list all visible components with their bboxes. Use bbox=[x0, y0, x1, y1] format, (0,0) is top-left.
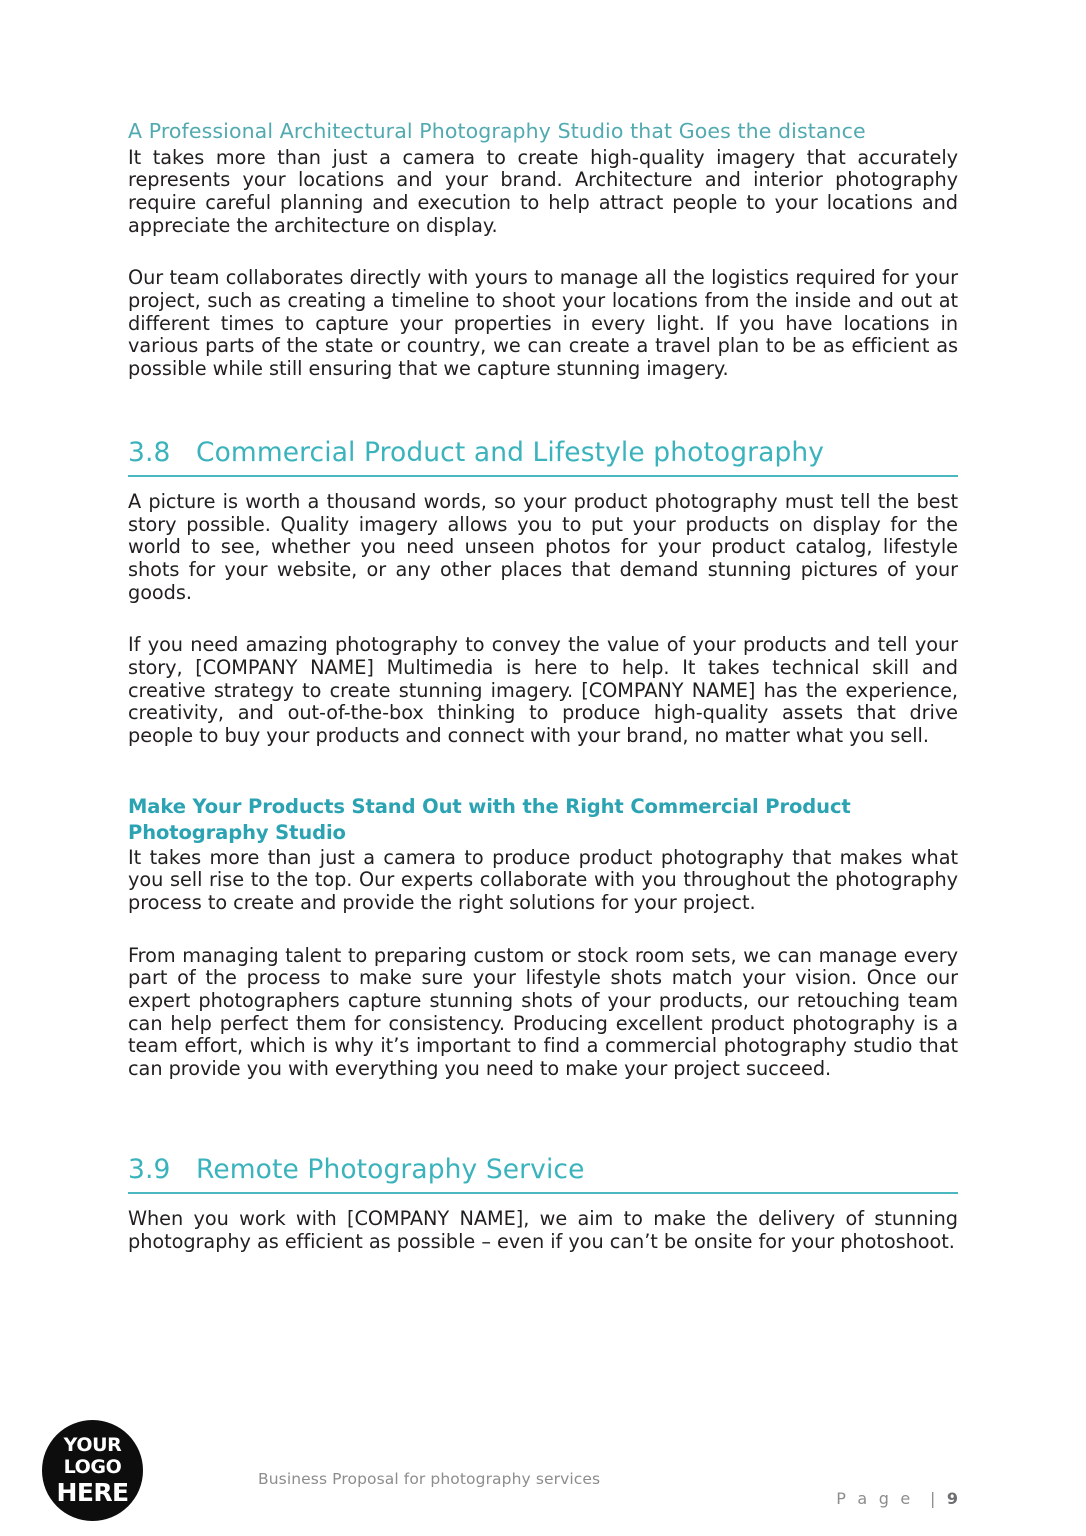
subheading-make-products-stand-out: Make Your Products Stand Out with the Right Commercial Product Photography Studio bbox=[128, 794, 851, 844]
paragraph-architectural-2: Our team collaborates directly with yours to manage all the logistics required for your project, such as creating a timeline to shoot your locations from the inside and out at different times to capture your properties in every light. If you have locations in various parts of the state or country, we can create a travel plan to be as efficient as possible while still ensuring that we capture stunning imagery. bbox=[128, 266, 958, 381]
page-footer bbox=[0, 1470, 1086, 1536]
paragraph-commercial-4: From managing talent to preparing custom or stock room sets, we can manage every part of the process to make sure your lifestyle shots match your vision. Once our expert photographers capture stunning shots of your products, our retouching team can help perfect them for consistency. Producing excellent product photography is a team effort, which is why it’s important to find a commercial photography studio that can provide you with everything you need to make your project succeed. bbox=[128, 943, 958, 1080]
paragraph-commercial-3: It takes more than just a camera to produce product photography that makes what you sell rise to the top. Our experts collaborate with you throughout the photography process to create and provide the right solutions for your project. bbox=[128, 845, 958, 914]
footer-page-label: P a g e | bbox=[836, 1489, 947, 1508]
logo-line-3: HERE bbox=[56, 1478, 129, 1507]
paragraph-spacer bbox=[128, 237, 958, 267]
logo-line-2: LOGO bbox=[63, 1456, 122, 1478]
footer-document-title: Business Proposal for photography services bbox=[258, 1470, 601, 1488]
paragraph-architectural-1: It takes more than just a camera to create high-quality imagery that accurately represents your locations and your brand. Architecture and interior photography require careful planning and execution to help attract people to your locations and appreciate the architecture on display. bbox=[128, 145, 958, 237]
section-title-3-8: Commercial Product and Lifestyle photography bbox=[196, 436, 825, 468]
section-spacer bbox=[128, 381, 958, 437]
paragraph-commercial-2: If you need amazing photography to convey the value of your products and tell your story, [COMPANY NAME] Multimedia is here to help. It takes technical skill and creative strategy to create stunning imagery. [COMPANY NAME] has the experience, creativity, and out-of-the-box thinking to produce high-quality assets that drive people to buy your products and connect with your brand, no matter what you sell. bbox=[128, 633, 958, 748]
heading-architectural-studio: A Professional Architectural Photography Studio that Goes the distance bbox=[128, 119, 866, 143]
section-spacer-extra bbox=[128, 1137, 958, 1154]
section-title-3-9: Remote Photography Service bbox=[196, 1153, 585, 1185]
heading-section-3-9 bbox=[128, 1154, 958, 1194]
paragraph-remote-1: When you work with [COMPANY NAME], we aim to make the delivery of stunning photography as efficient as possible – even if you can’t be onsite for your photoshoot. bbox=[128, 1206, 958, 1253]
paragraph-spacer bbox=[128, 748, 958, 794]
logo-line-1: YOUR bbox=[63, 1434, 122, 1456]
page-content bbox=[128, 118, 958, 1253]
section-number-3-9: 3.9 bbox=[128, 1153, 171, 1185]
heading-spacer bbox=[128, 1194, 958, 1208]
section-number-3-8: 3.8 bbox=[128, 436, 171, 468]
footer-page-value: 9 bbox=[946, 1489, 958, 1508]
paragraph-spacer bbox=[128, 604, 958, 634]
paragraph-spacer bbox=[128, 915, 958, 945]
paragraph-commercial-1: A picture is worth a thousand words, so your product photography must tell the best story possible. Quality imagery allows you to put your products on display for the world to see, whether you need unseen photos for your product catalog, lifestyle shots for your website, or any other places that demand stunning pictures of your goods. bbox=[128, 490, 958, 604]
heading-section-3-8 bbox=[128, 437, 958, 477]
heading-spacer bbox=[128, 477, 958, 491]
section-spacer bbox=[128, 1081, 958, 1137]
footer-page-number bbox=[787, 1470, 958, 1527]
